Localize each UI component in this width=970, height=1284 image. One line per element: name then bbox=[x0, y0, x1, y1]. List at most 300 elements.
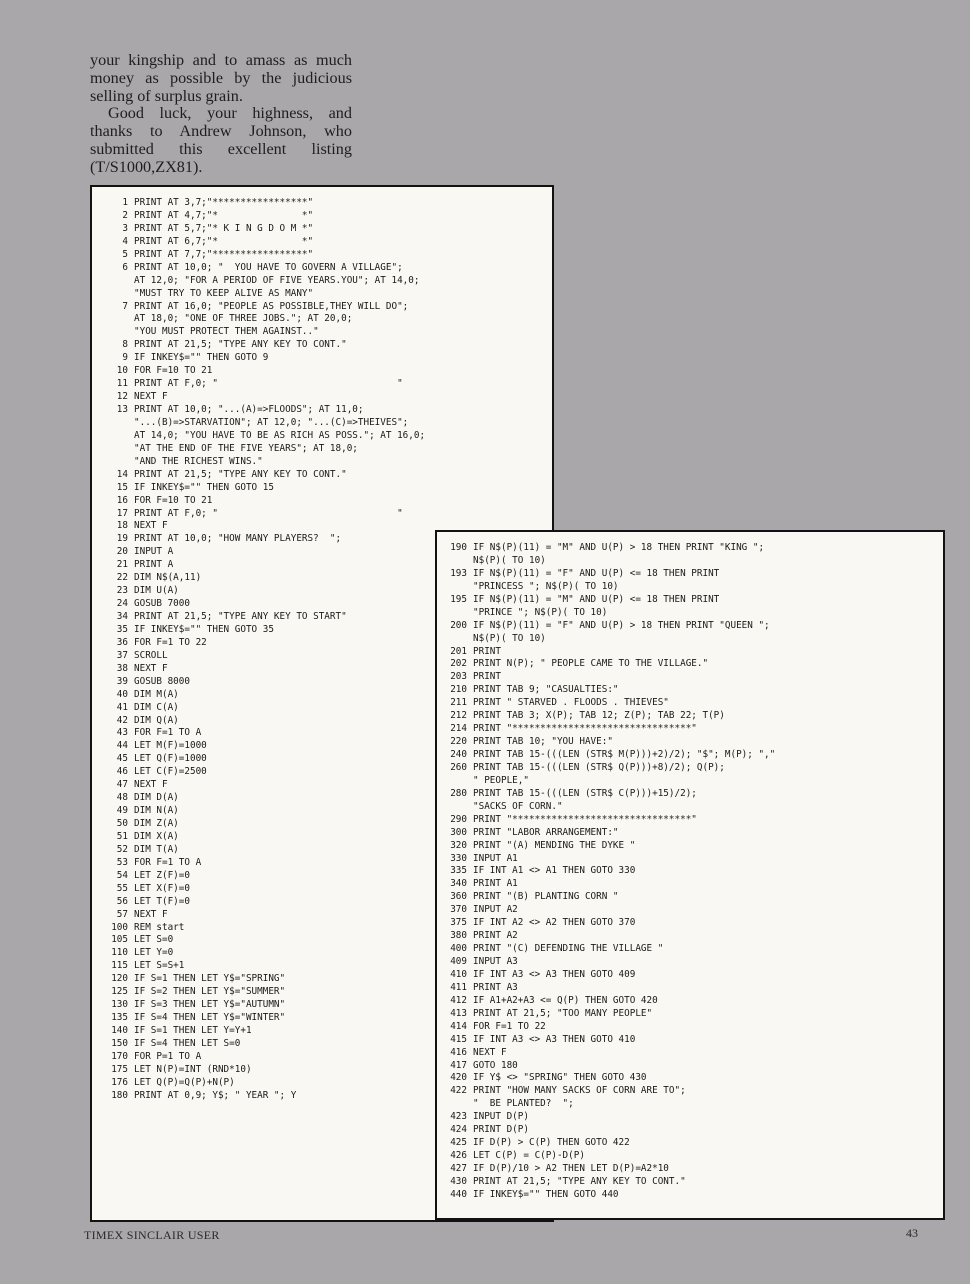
code-text: PRINT A2 bbox=[473, 930, 518, 942]
code-text: PRINT AT 10,0; "...(A)=>FLOODS"; AT 11,0; bbox=[134, 404, 364, 415]
code-text: REM start bbox=[134, 921, 185, 933]
code-text: LET S=S+1 bbox=[134, 960, 185, 972]
line-number: 37 bbox=[116, 649, 128, 661]
line-number: 105 bbox=[111, 934, 128, 946]
code-text: AT 14,0; "YOU HAVE TO BE AS RICH AS POSS."; AT 16,0; bbox=[134, 429, 426, 441]
code-text: LET T(F)=0 bbox=[134, 895, 190, 907]
code-line bbox=[445, 568, 943, 581]
code-text: "PRINCE "; N$(P)( TO 10) bbox=[473, 606, 608, 618]
line-number: 22 bbox=[116, 572, 128, 584]
code-line bbox=[445, 969, 943, 982]
code-text: NEXT F bbox=[134, 908, 168, 920]
code-text: PRINT bbox=[473, 645, 501, 657]
line-number: 170 bbox=[111, 1050, 128, 1062]
code-line bbox=[445, 723, 943, 736]
line-number: 3 bbox=[122, 222, 128, 234]
code-text: LET Q(F)=1000 bbox=[134, 753, 207, 765]
code-text: DIM N$(A,11) bbox=[134, 572, 202, 584]
code-text: "SACKS OF CORN." bbox=[473, 800, 563, 812]
line-number: 176 bbox=[111, 1076, 128, 1088]
line-number: 320 bbox=[450, 839, 467, 851]
code-line bbox=[445, 749, 943, 762]
code-line bbox=[106, 197, 552, 210]
code-text: LET C(P) = C(P)-D(P) bbox=[473, 1150, 585, 1162]
code-line bbox=[445, 1034, 943, 1047]
code-text: DIM M(A) bbox=[134, 688, 179, 700]
code-line bbox=[106, 456, 552, 469]
code-text: PRINT A1 bbox=[473, 878, 518, 890]
code-line bbox=[106, 443, 552, 456]
intro-text bbox=[90, 52, 352, 177]
line-number: 12 bbox=[116, 391, 128, 403]
line-number: 54 bbox=[116, 869, 128, 881]
line-number bbox=[106, 456, 128, 469]
code-line bbox=[445, 684, 943, 697]
code-line bbox=[445, 555, 943, 568]
line-number: 190 bbox=[450, 542, 467, 553]
code-text: IF S=1 THEN LET Y=Y+1 bbox=[134, 1025, 252, 1036]
code-text: PRINT AT 21,5; "TYPE ANY KEY TO CONT." bbox=[473, 1175, 686, 1187]
code-line bbox=[445, 814, 943, 827]
code-text: DIM X(A) bbox=[134, 830, 179, 842]
code-text: PRINT AT 21,5; "TYPE ANY KEY TO CONT." bbox=[134, 468, 347, 480]
line-number bbox=[445, 607, 467, 620]
code-text: PRINT AT 21,5; "TYPE ANY KEY TO CONT." bbox=[134, 339, 347, 351]
code-text: LET Y=0 bbox=[134, 947, 174, 959]
code-line bbox=[445, 1060, 943, 1073]
code-text: LET S=0 bbox=[134, 934, 174, 946]
line-number bbox=[445, 555, 467, 568]
code-text: FOR F=1 TO A bbox=[134, 727, 202, 739]
code-text: FOR P=1 TO A bbox=[134, 1050, 202, 1062]
code-line bbox=[445, 1163, 943, 1176]
intro-paragraph-1: your kingship and to amass as much money as possible by the judicious selling of surplus grain. bbox=[90, 51, 352, 105]
code-text: INPUT A2 bbox=[473, 904, 518, 916]
line-number: 290 bbox=[450, 813, 467, 825]
line-number: 202 bbox=[450, 658, 467, 670]
code-text: PRINT AT 4,7;"* *" bbox=[134, 209, 314, 221]
code-text: PRINT TAB 3; X(P); TAB 12; Z(P); TAB 22; T(P) bbox=[473, 710, 725, 722]
code-text: PRINT AT 16,0; "PEOPLE AS POSSIBLE,THEY WILL DO"; bbox=[134, 300, 409, 312]
line-number: 8 bbox=[122, 339, 128, 351]
code-text: PRINT D(P) bbox=[473, 1124, 529, 1136]
line-number: 426 bbox=[450, 1150, 467, 1162]
line-number: 427 bbox=[450, 1163, 467, 1174]
line-number: 140 bbox=[111, 1025, 128, 1036]
code-text: IF S=3 THEN LET Y$="AUTUMN" bbox=[134, 999, 286, 1011]
magazine-name: TIMEX SINCLAIR USER bbox=[84, 1228, 220, 1242]
line-number bbox=[445, 581, 467, 594]
code-line bbox=[445, 840, 943, 853]
code-text: IF S=2 THEN LET Y$="SUMMER" bbox=[134, 986, 286, 998]
code-line bbox=[445, 542, 943, 555]
code-text: PRINT TAB 15-(((LEN (STR$ C(P)))+15)/2); bbox=[473, 787, 697, 799]
code-text: LET X(F)=0 bbox=[134, 882, 190, 894]
code-text: IF D(P)/10 > A2 THEN LET D(P)=A2*10 bbox=[473, 1163, 669, 1174]
code-line bbox=[106, 495, 552, 508]
code-text: IF N$(P)(11) = "M" AND U(P) > 18 THEN PRINT "KING "; bbox=[473, 542, 765, 553]
line-number: 35 bbox=[116, 623, 128, 635]
code-text: PRINT " STARVED . FLOODS . THIEVES" bbox=[473, 697, 669, 709]
code-text: PRINT TAB 10; "YOU HAVE:" bbox=[473, 736, 613, 748]
line-number: 380 bbox=[450, 930, 467, 942]
code-text: AT 12,0; "FOR A PERIOD OF FIVE YEARS.YOU"; AT 14,0; bbox=[134, 274, 420, 286]
code-text: PRINT AT 7,7;"*****************" bbox=[134, 248, 314, 260]
code-line bbox=[106, 223, 552, 236]
line-number: 52 bbox=[116, 843, 128, 855]
code-line bbox=[106, 210, 552, 223]
line-number: 340 bbox=[450, 878, 467, 890]
line-number: 200 bbox=[450, 619, 467, 631]
line-number: 19 bbox=[116, 533, 128, 545]
line-number: 130 bbox=[111, 999, 128, 1011]
code-text: IF INKEY$="" THEN GOTO 15 bbox=[134, 481, 274, 493]
code-text: NEXT F bbox=[134, 520, 168, 532]
code-line bbox=[445, 736, 943, 749]
line-number: 7 bbox=[122, 300, 128, 312]
code-line bbox=[106, 391, 552, 404]
code-text: DIM C(A) bbox=[134, 701, 179, 713]
code-line bbox=[445, 1047, 943, 1060]
code-text: PRINT AT 21,5; "TYPE ANY KEY TO START" bbox=[134, 611, 347, 622]
code-text: PRINT AT 21,5; "TOO MANY PEOPLE" bbox=[473, 1007, 653, 1019]
code-line bbox=[445, 995, 943, 1008]
line-number: 6 bbox=[122, 261, 128, 273]
code-text: "MUST TRY TO KEEP ALIVE AS MANY" bbox=[134, 287, 314, 299]
line-number: 135 bbox=[111, 1012, 128, 1024]
code-text: FOR F=10 TO 21 bbox=[134, 365, 213, 377]
line-number: 1 bbox=[122, 197, 128, 208]
line-number: 415 bbox=[450, 1033, 467, 1045]
code-text: IF S=1 THEN LET Y$="SPRING" bbox=[134, 973, 286, 985]
code-line bbox=[445, 607, 943, 620]
code-text: PRINT N(P); " PEOPLE CAME TO THE VILLAGE." bbox=[473, 658, 709, 670]
code-line bbox=[445, 697, 943, 710]
line-number: 409 bbox=[450, 956, 467, 967]
code-text: "PRINCESS "; N$(P)( TO 10) bbox=[473, 580, 619, 592]
code-text: PRINT "(A) MENDING THE DYKE " bbox=[473, 839, 636, 851]
code-line bbox=[445, 620, 943, 633]
line-number: 335 bbox=[450, 865, 467, 877]
line-number: 175 bbox=[111, 1063, 128, 1075]
line-number: 13 bbox=[116, 404, 128, 415]
code-text: IF Y$ <> "SPRING" THEN GOTO 430 bbox=[473, 1072, 647, 1084]
line-number: 411 bbox=[450, 981, 467, 993]
code-line bbox=[445, 1008, 943, 1021]
code-line bbox=[106, 339, 552, 352]
line-number: 23 bbox=[116, 585, 128, 597]
code-line bbox=[106, 313, 552, 326]
line-number: 424 bbox=[450, 1124, 467, 1136]
code-line bbox=[445, 865, 943, 878]
code-line bbox=[445, 1137, 943, 1150]
code-line bbox=[445, 1124, 943, 1137]
code-line bbox=[445, 801, 943, 814]
line-number: 423 bbox=[450, 1111, 467, 1123]
line-number bbox=[445, 801, 467, 814]
code-text: FOR F=1 TO A bbox=[134, 856, 202, 868]
code-text: IF N$(P)(11) = "F" AND U(P) > 18 THEN PRINT "QUEEN "; bbox=[473, 619, 770, 631]
line-number: 180 bbox=[111, 1089, 128, 1101]
code-text: IF S=4 THEN LET S=0 bbox=[134, 1037, 241, 1049]
line-number: 14 bbox=[116, 468, 128, 480]
code-line bbox=[445, 1085, 943, 1098]
code-line bbox=[106, 378, 552, 391]
line-number bbox=[445, 775, 467, 788]
code-text: DIM U(A) bbox=[134, 585, 179, 597]
line-number: 120 bbox=[111, 973, 128, 985]
code-line bbox=[106, 236, 552, 249]
code-text: IF INT A2 <> A2 THEN GOTO 370 bbox=[473, 917, 636, 929]
line-number: 425 bbox=[450, 1137, 467, 1149]
line-number bbox=[106, 326, 128, 339]
code-line bbox=[445, 710, 943, 723]
code-text: PRINT AT 0,9; Y$; " YEAR "; Y bbox=[134, 1089, 297, 1101]
code-line bbox=[106, 430, 552, 443]
line-number: 53 bbox=[116, 856, 128, 868]
line-number: 34 bbox=[116, 611, 128, 622]
code-text: IF INKEY$="" THEN GOTO 440 bbox=[473, 1188, 619, 1200]
line-number: 330 bbox=[450, 852, 467, 864]
code-line bbox=[106, 482, 552, 495]
code-text: PRINT "HOW MANY SACKS OF CORN ARE TO"; bbox=[473, 1085, 686, 1097]
code-text: DIM N(A) bbox=[134, 805, 179, 817]
line-number: 412 bbox=[450, 994, 467, 1006]
line-number bbox=[106, 313, 128, 326]
line-number: 210 bbox=[450, 684, 467, 696]
code-line bbox=[445, 1021, 943, 1034]
code-text: PRINT "********************************" bbox=[473, 723, 697, 735]
code-text: NEXT F bbox=[134, 662, 168, 674]
line-number: 50 bbox=[116, 818, 128, 829]
code-line bbox=[445, 762, 943, 775]
code-line bbox=[445, 646, 943, 659]
line-number: 5 bbox=[122, 248, 128, 260]
code-line bbox=[445, 982, 943, 995]
code-line bbox=[106, 249, 552, 262]
code-line bbox=[106, 262, 552, 275]
line-number: 56 bbox=[116, 895, 128, 907]
code-text: DIM Q(A) bbox=[134, 714, 179, 726]
code-text: LET N(P)=INT (RND*10) bbox=[134, 1063, 252, 1075]
code-line bbox=[445, 1176, 943, 1189]
line-number: 49 bbox=[116, 805, 128, 817]
code-text: INPUT D(P) bbox=[473, 1111, 529, 1123]
code-text: PRINT TAB 15-(((LEN (STR$ M(P)))+2)/2); "$"; M(P); "," bbox=[473, 749, 776, 760]
line-number bbox=[445, 633, 467, 646]
line-number: 39 bbox=[116, 675, 128, 687]
line-number: 420 bbox=[450, 1072, 467, 1084]
code-text: PRINT AT 10,0; " YOU HAVE TO GOVERN A VILLAGE"; bbox=[134, 261, 403, 273]
code-line bbox=[445, 930, 943, 943]
code-text: IF INT A3 <> A3 THEN GOTO 410 bbox=[473, 1033, 636, 1045]
code-text: IF INT A3 <> A3 THEN GOTO 409 bbox=[473, 968, 636, 980]
program-listing-right bbox=[435, 530, 945, 1220]
code-text: PRINT A3 bbox=[473, 981, 518, 993]
code-text: PRINT "LABOR ARRANGEMENT:" bbox=[473, 826, 619, 838]
line-number: 110 bbox=[111, 947, 128, 959]
line-number: 400 bbox=[450, 943, 467, 955]
line-number: 18 bbox=[116, 520, 128, 532]
line-number: 9 bbox=[122, 352, 128, 364]
line-number bbox=[445, 1098, 467, 1111]
code-text: LET Q(P)=Q(P)+N(P) bbox=[134, 1076, 235, 1088]
code-line bbox=[445, 633, 943, 646]
code-text: PRINT TAB 9; "CASUALTIES:" bbox=[473, 684, 619, 696]
line-number: 15 bbox=[116, 481, 128, 493]
code-text: INPUT A3 bbox=[473, 956, 518, 967]
code-line bbox=[445, 1150, 943, 1163]
code-line bbox=[445, 658, 943, 671]
line-number: 193 bbox=[450, 567, 467, 579]
line-number: 375 bbox=[450, 917, 467, 929]
line-number: 47 bbox=[116, 779, 128, 791]
line-number: 20 bbox=[116, 546, 128, 558]
code-text: SCROLL bbox=[134, 649, 168, 661]
code-line bbox=[445, 775, 943, 788]
line-number: 212 bbox=[450, 710, 467, 722]
code-text: PRINT AT 10,0; "HOW MANY PLAYERS? "; bbox=[134, 533, 342, 545]
line-number: 370 bbox=[450, 904, 467, 916]
code-text: LET Z(F)=0 bbox=[134, 869, 190, 881]
line-number: 10 bbox=[116, 365, 128, 377]
line-number: 260 bbox=[450, 761, 467, 773]
code-line bbox=[445, 878, 943, 891]
line-number: 43 bbox=[116, 727, 128, 739]
line-number: 48 bbox=[116, 792, 128, 804]
code-text: GOTO 180 bbox=[473, 1059, 518, 1071]
code-text: N$(P)( TO 10) bbox=[473, 554, 546, 566]
line-number: 360 bbox=[450, 891, 467, 903]
code-text: "AND THE RICHEST WINS." bbox=[134, 455, 263, 467]
code-text: FOR F=1 TO 22 bbox=[134, 636, 207, 648]
code-text: LET M(F)=1000 bbox=[134, 740, 207, 752]
line-number: 24 bbox=[116, 598, 128, 610]
code-line bbox=[106, 365, 552, 378]
code-text: NEXT F bbox=[473, 1046, 507, 1058]
line-number bbox=[106, 430, 128, 443]
code-text: INPUT A1 bbox=[473, 852, 518, 864]
line-number: 422 bbox=[450, 1085, 467, 1097]
line-number bbox=[106, 275, 128, 288]
line-number: 45 bbox=[116, 753, 128, 765]
code-line bbox=[445, 788, 943, 801]
code-text: IF N$(P)(11) = "M" AND U(P) <= 18 THEN PRINT bbox=[473, 593, 720, 605]
line-number bbox=[106, 443, 128, 456]
code-text: FOR F=1 TO 22 bbox=[473, 1020, 546, 1032]
code-text: IF INKEY$="" THEN GOTO 35 bbox=[134, 623, 274, 635]
code-text: IF INT A1 <> A1 THEN GOTO 330 bbox=[473, 865, 636, 877]
line-number: 150 bbox=[111, 1037, 128, 1049]
line-number: 42 bbox=[116, 714, 128, 726]
code-line bbox=[445, 827, 943, 840]
code-line bbox=[106, 288, 552, 301]
code-line bbox=[445, 1098, 943, 1111]
code-line bbox=[106, 469, 552, 482]
code-text: " PEOPLE," bbox=[473, 774, 529, 786]
line-number: 55 bbox=[116, 882, 128, 894]
code-text: PRINT A bbox=[134, 559, 174, 571]
code-text: GOSUB 8000 bbox=[134, 675, 190, 687]
line-number: 195 bbox=[450, 593, 467, 605]
code-text: PRINT AT F,0; " " bbox=[134, 378, 403, 390]
code-line bbox=[106, 417, 552, 430]
code-line bbox=[445, 853, 943, 866]
code-text: IF D(P) > C(P) THEN GOTO 422 bbox=[473, 1137, 630, 1149]
line-number: 440 bbox=[450, 1188, 467, 1200]
line-number: 2 bbox=[122, 209, 128, 221]
code-text: IF A1+A2+A3 <= Q(P) THEN GOTO 420 bbox=[473, 994, 658, 1006]
code-line bbox=[445, 671, 943, 684]
line-number: 201 bbox=[450, 645, 467, 657]
line-number: 40 bbox=[116, 688, 128, 700]
line-number: 280 bbox=[450, 787, 467, 799]
code-line bbox=[106, 301, 552, 314]
code-line bbox=[445, 904, 943, 917]
intro-paragraph-2: Good luck, your highness, and thanks to Andrew Johnson, who submitted this excellent listing (T/S1000,ZX81). bbox=[90, 104, 352, 176]
code-line bbox=[106, 326, 552, 339]
line-number: 220 bbox=[450, 736, 467, 748]
code-text: PRINT AT 5,7;"* K I N G D O M *" bbox=[134, 222, 314, 234]
code-line bbox=[445, 581, 943, 594]
code-line bbox=[445, 956, 943, 969]
line-number: 115 bbox=[111, 960, 128, 972]
code-text: IF INKEY$="" THEN GOTO 9 bbox=[134, 352, 269, 364]
code-text: DIM T(A) bbox=[134, 843, 179, 855]
code-line bbox=[445, 594, 943, 607]
line-number: 416 bbox=[450, 1046, 467, 1058]
code-text: "...(B)=>STARVATION"; AT 12,0; "...(C)=>THEIVES"; bbox=[134, 416, 409, 428]
code-text: PRINT TAB 15-(((LEN (STR$ Q(P)))+8)/2); Q(P); bbox=[473, 761, 725, 773]
code-text: PRINT AT 6,7;"* *" bbox=[134, 235, 314, 247]
code-text: LET C(F)=2500 bbox=[134, 766, 207, 778]
code-text: DIM D(A) bbox=[134, 792, 179, 804]
line-number: 214 bbox=[450, 723, 467, 735]
code-line bbox=[106, 275, 552, 288]
line-number: 203 bbox=[450, 671, 467, 683]
line-number: 430 bbox=[450, 1175, 467, 1187]
code-text: NEXT F bbox=[134, 779, 168, 791]
line-number: 36 bbox=[116, 636, 128, 648]
code-line bbox=[445, 1111, 943, 1124]
line-number: 21 bbox=[116, 559, 128, 571]
line-number: 414 bbox=[450, 1020, 467, 1032]
code-text: AT 18,0; "ONE OF THREE JOBS."; AT 20,0; bbox=[134, 313, 353, 325]
code-line bbox=[106, 404, 552, 417]
line-number: 41 bbox=[116, 701, 128, 713]
code-text: "YOU MUST PROTECT THEM AGAINST.." bbox=[134, 326, 319, 338]
code-text: GOSUB 7000 bbox=[134, 598, 190, 610]
line-number: 413 bbox=[450, 1007, 467, 1019]
code-text: FOR F=10 TO 21 bbox=[134, 494, 213, 506]
line-number bbox=[106, 417, 128, 430]
line-number: 46 bbox=[116, 766, 128, 778]
code-line bbox=[445, 1072, 943, 1085]
line-number: 38 bbox=[116, 662, 128, 674]
line-number: 51 bbox=[116, 830, 128, 842]
line-number: 211 bbox=[450, 697, 467, 709]
code-line bbox=[445, 917, 943, 930]
line-number: 11 bbox=[116, 378, 128, 390]
line-number bbox=[106, 288, 128, 301]
code-text: PRINT "********************************" bbox=[473, 813, 697, 825]
code-text: PRINT AT F,0; " " bbox=[134, 507, 403, 519]
line-number: 240 bbox=[450, 749, 467, 760]
page-number: 43 bbox=[906, 1226, 918, 1240]
code-text: " BE PLANTED? "; bbox=[473, 1098, 574, 1110]
code-text: "AT THE END OF THE FIVE YEARS"; AT 18,0; bbox=[134, 442, 358, 454]
line-number: 125 bbox=[111, 986, 128, 998]
